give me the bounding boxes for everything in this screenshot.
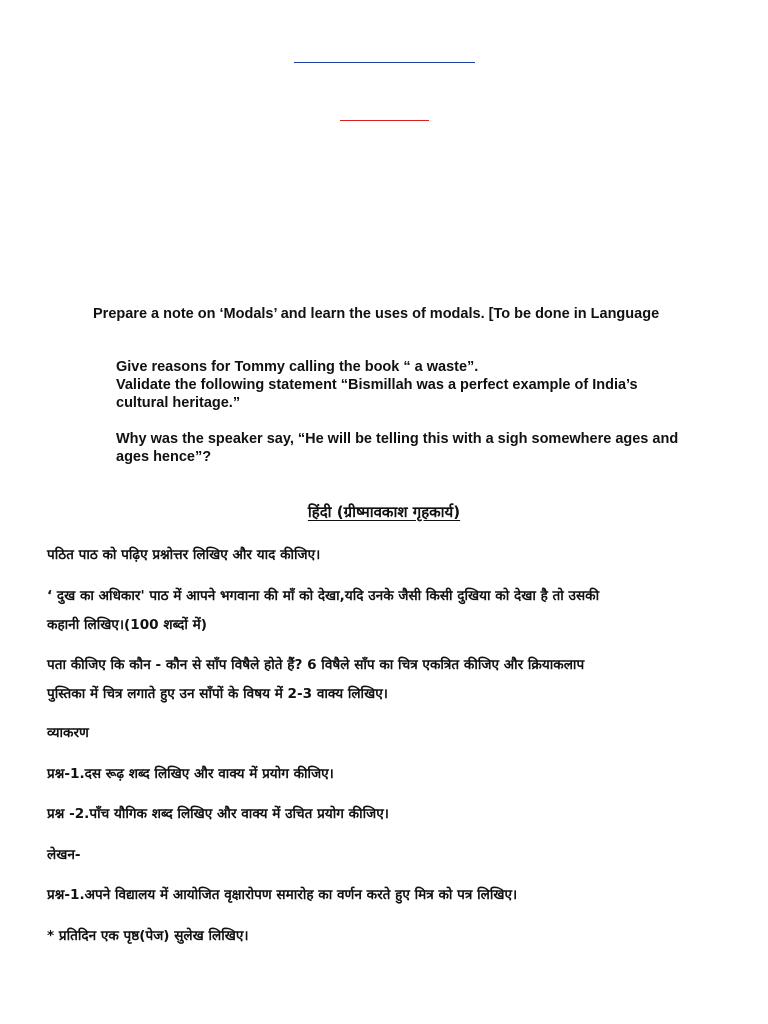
grammar-question-2: प्रश्न -2.पाँच यौगिक शब्द लिखिए और वाक्य में उचित प्रयोग कीजिए। xyxy=(47,806,389,822)
speaker-question-line1: Why was the speaker say, “He will be telling this with a sigh somewhere ages and xyxy=(116,431,679,447)
writing-question-1: प्रश्न-1.अपने विद्यालय में आयोजित वृक्षारोपण समारोह का वर्णन करते हुए मित्र को पत्र लिखिए। xyxy=(47,887,518,903)
writing-heading: लेखन- xyxy=(47,847,81,863)
daily-handwriting-task: * प्रतिदिन एक पृष्ठ(पेज) सुलेख लिखिए। xyxy=(47,928,249,944)
tommy-question: Give reasons for Tommy calling the book “ a waste”. xyxy=(116,359,479,375)
header-underline-red xyxy=(340,120,429,121)
hindi-dukh-question-line1: ‘ दुख का अधिकार' पाठ में आपने भगवाना की माँ को देखा,यदि उनके जैसी किसी दुखिया को देखा है तो उसकी xyxy=(47,588,600,604)
grammar-question-1: प्रश्न-1.दस रूढ़ शब्द लिखिए और वाक्य में प्रयोग कीजिए। xyxy=(47,766,334,782)
modals-note-instruction: Prepare a note on ‘Modals’ and learn the uses of modals. [To be done in Language xyxy=(93,306,660,322)
header-underline-blue xyxy=(294,62,475,63)
speaker-question-line2: ages hence”? xyxy=(116,449,212,465)
hindi-section-title: हिंदी (ग्रीष्मावकाश गृहकार्य) xyxy=(307,503,461,521)
hindi-snakes-question-line1: पता कीजिए कि कौन - कौन से साँप विषैले होते हैं? 6 विषैले साँप का चित्र एकत्रित कीजिए और क्रियाकलाप xyxy=(47,657,585,673)
grammar-heading: व्याकरण xyxy=(47,725,89,741)
hindi-read-lessons: पठित पाठ को पढ़िए प्रश्नोत्तर लिखिए और याद कीजिए। xyxy=(47,547,321,563)
bismillah-question-line1: Validate the following statement “Bismillah was a perfect example of India’s xyxy=(116,377,638,393)
bismillah-question-line2: cultural heritage.” xyxy=(116,395,241,411)
hindi-snakes-question-line2: पुस्तिका में चित्र लगाते हुए उन साँपों के विषय में 2-3 वाक्य लिखिए। xyxy=(47,686,388,702)
hindi-dukh-question-line2: कहानी लिखिए।(100 शब्दों में) xyxy=(47,617,207,633)
